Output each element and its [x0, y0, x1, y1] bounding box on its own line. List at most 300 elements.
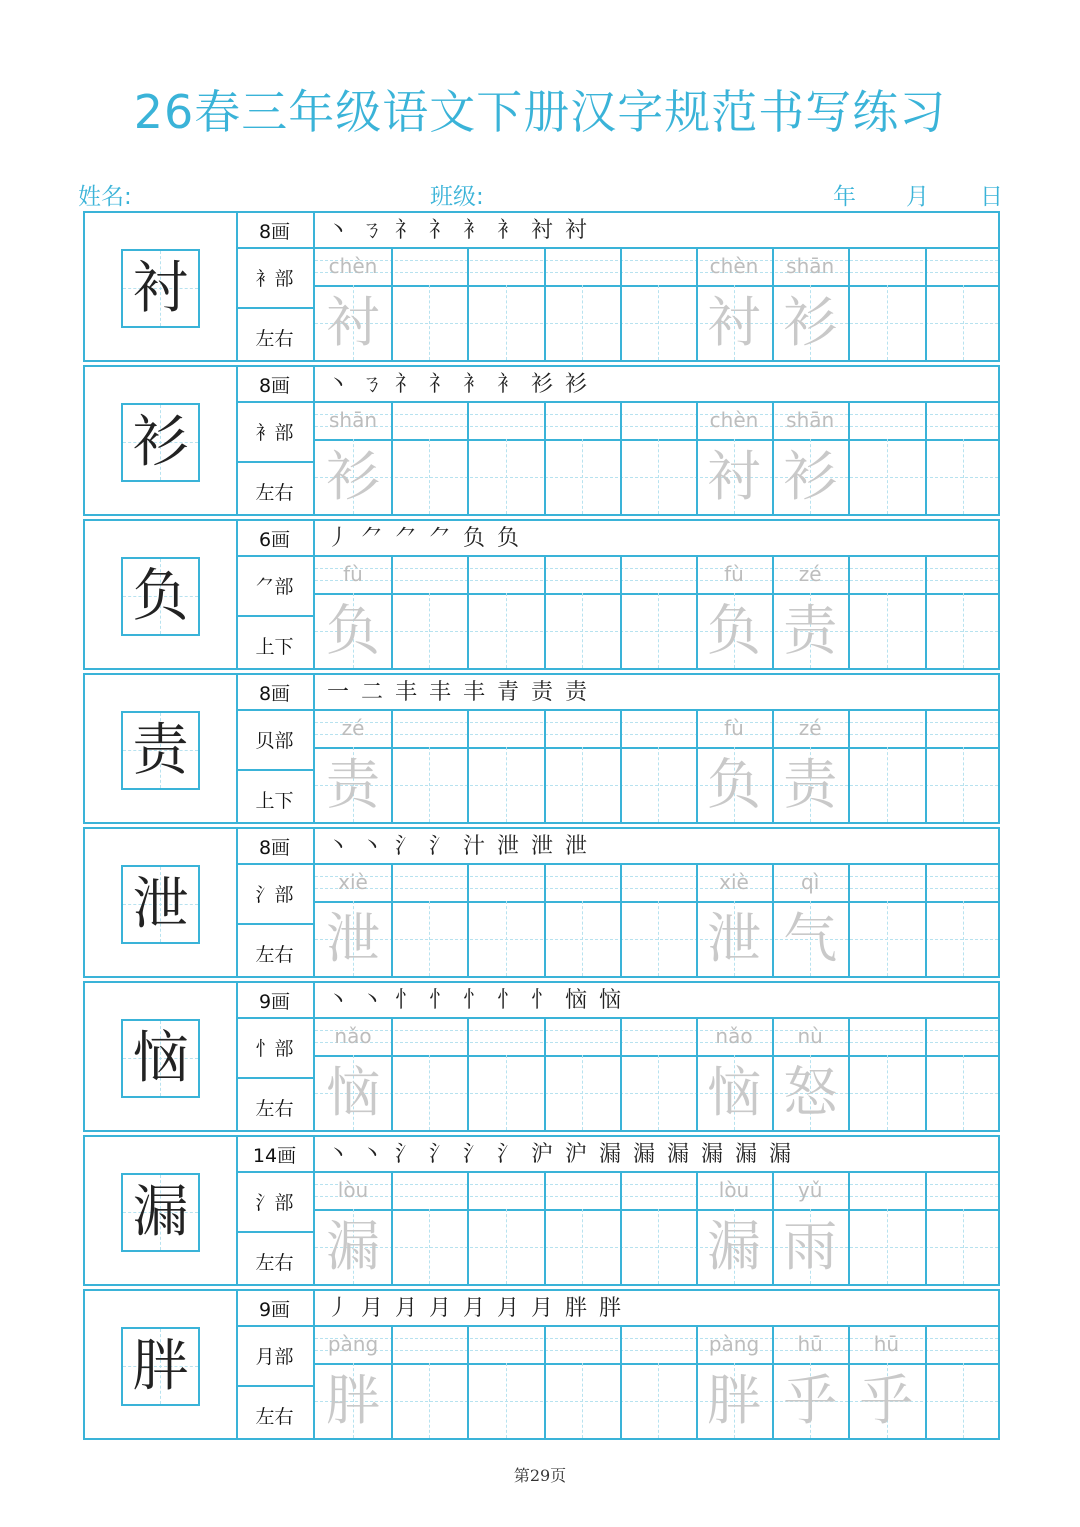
main-char-box [121, 557, 200, 636]
trace-char: 气 [783, 907, 838, 970]
main-char-box [121, 1173, 200, 1252]
stroke-step: 泄 [530, 834, 553, 859]
stroke-order [321, 1141, 797, 1169]
guide-line [963, 285, 964, 360]
grid-line [620, 1017, 622, 1130]
grid-line [848, 863, 850, 976]
guide-line [429, 1055, 430, 1130]
char-info [236, 1137, 315, 1284]
grid-line [467, 1325, 469, 1438]
pinyin: pàng [708, 1332, 760, 1356]
stroke-step: 月 [428, 1296, 451, 1321]
guide-line [658, 747, 659, 822]
structure: 上下 [255, 790, 294, 812]
stroke-step: 衤 [496, 372, 519, 397]
stroke-step: ⺈ [360, 526, 383, 551]
main-char-box [121, 865, 200, 944]
trace-char: 雨 [783, 1215, 838, 1278]
stroke-step: 月 [394, 1296, 417, 1321]
trace-char: 胖 [326, 1369, 380, 1432]
trace-char: 责 [326, 753, 380, 816]
trace-char: 责 [783, 753, 838, 816]
guide-line [506, 285, 507, 360]
grid-line [391, 1325, 393, 1438]
grid-line [315, 631, 998, 632]
stroke-step: 礻 [428, 218, 451, 243]
guide-line [963, 1363, 964, 1438]
grid-line [315, 260, 998, 261]
stroke-step: 礻 [394, 372, 417, 397]
grid-line [467, 709, 469, 822]
grid-line [315, 1093, 998, 1094]
stroke-step: 丶 [326, 1142, 349, 1167]
main-char: 胖 [132, 1334, 189, 1399]
grid-line [848, 555, 850, 668]
grid-line [925, 401, 927, 514]
main-char-cell [85, 1291, 238, 1438]
pinyin: shān [328, 408, 378, 432]
pinyin: zé [798, 562, 822, 586]
pinyin: chèn [328, 254, 378, 278]
stroke-step: 月 [462, 1296, 485, 1321]
guide-line [582, 1363, 583, 1438]
char-row [83, 365, 1000, 516]
name-label: 姓名: [78, 184, 132, 210]
grid-line [467, 401, 469, 514]
stroke-step: 沪 [530, 1142, 553, 1167]
main-char: 负 [132, 564, 189, 629]
stroke-step: 漏 [598, 1142, 621, 1167]
pinyin: zé [798, 716, 822, 740]
divider [236, 615, 313, 617]
stroke-step: 丶 [360, 1142, 383, 1167]
stroke-step: 月 [530, 1296, 553, 1321]
stroke-step: 忄 [428, 988, 451, 1013]
divider [236, 1231, 313, 1233]
trace-char: 负 [707, 753, 761, 816]
pinyin: lòu [337, 1178, 369, 1202]
radical: ⺈部 [255, 576, 294, 598]
main-char: 泄 [132, 872, 189, 937]
stroke-step: 负 [496, 526, 519, 551]
stroke-step: 漏 [734, 1142, 757, 1167]
grid-line [391, 1171, 393, 1284]
grid-line [315, 247, 998, 249]
guide-line [506, 1363, 507, 1438]
main-char-box [121, 249, 200, 328]
stroke-step: 丶 [360, 988, 383, 1013]
stroke-step: 氵 [394, 1142, 417, 1167]
stroke-step: 漏 [632, 1142, 655, 1167]
divider [236, 923, 313, 925]
guide-line [506, 593, 507, 668]
main-char: 衫 [132, 410, 189, 475]
grid-line [544, 709, 546, 822]
grid-line [315, 785, 998, 786]
structure: 左右 [255, 1406, 294, 1428]
grid-line [620, 555, 622, 668]
guide-line [582, 901, 583, 976]
guide-line [887, 1209, 888, 1284]
char-info [236, 829, 315, 976]
grid-line [620, 401, 622, 514]
stroke-step: 礻 [394, 218, 417, 243]
stroke-step: 丿 [326, 1296, 349, 1321]
stroke-step: 衤 [462, 372, 485, 397]
grid-line [467, 555, 469, 668]
stroke-step: 一 [326, 680, 349, 705]
stroke-count: 14画 [252, 1145, 297, 1167]
char-row [83, 981, 1000, 1132]
structure: 左右 [255, 1252, 294, 1274]
grid-line [315, 722, 998, 723]
grid-line [925, 247, 927, 360]
radical: 贝部 [255, 730, 294, 752]
main-char-box [121, 711, 200, 790]
main-char-cell [85, 829, 238, 976]
stroke-step: 青 [496, 680, 519, 705]
radical: 忄部 [255, 1038, 294, 1060]
grid-line [315, 1247, 998, 1248]
trace-char: 恼 [326, 1061, 380, 1124]
stroke-count: 9画 [258, 1299, 291, 1321]
grid-line [467, 1017, 469, 1130]
grid-line [620, 1171, 622, 1284]
guide-line [658, 901, 659, 976]
char-row [83, 211, 1000, 362]
grid-line [391, 863, 393, 976]
structure: 上下 [255, 636, 294, 658]
main-char-cell [85, 983, 238, 1130]
grid-line [391, 1017, 393, 1130]
stroke-step: 氵 [394, 834, 417, 859]
guide-line [506, 439, 507, 514]
stroke-step: 忄 [496, 988, 519, 1013]
stroke-step: 礻 [428, 372, 451, 397]
grid-line [315, 272, 998, 273]
grid-line [925, 1171, 927, 1284]
grid-line [391, 555, 393, 668]
guide-line [506, 1055, 507, 1130]
guide-line [963, 439, 964, 514]
char-row [83, 1289, 1000, 1440]
practice-area [315, 1137, 998, 1284]
stroke-step: 丿 [326, 526, 349, 551]
guide-line [506, 747, 507, 822]
stroke-step: 丶 [326, 218, 349, 243]
guide-line [887, 285, 888, 360]
guide-line [887, 747, 888, 822]
stroke-step: 忄 [394, 988, 417, 1013]
stroke-step: 丶 [326, 372, 349, 397]
grid-line [848, 401, 850, 514]
guide-line [582, 1209, 583, 1284]
trace-char: 乎 [859, 1369, 914, 1432]
stroke-step: 泄 [564, 834, 587, 859]
stroke-step: 衫 [564, 372, 587, 397]
guide-line [963, 1055, 964, 1130]
guide-line [429, 593, 430, 668]
practice-grid [83, 211, 1000, 1443]
grid-line [315, 401, 998, 403]
char-row [83, 1135, 1000, 1286]
grid-line [315, 901, 998, 903]
pinyin: chèn [709, 254, 759, 278]
grid-line [315, 1196, 998, 1197]
char-row [83, 827, 1000, 978]
grid-line [315, 1030, 998, 1031]
grid-line [467, 247, 469, 360]
main-char-cell [85, 1137, 238, 1284]
guide-line [429, 901, 430, 976]
divider [236, 1017, 313, 1019]
guide-line [963, 747, 964, 822]
char-info [236, 521, 315, 668]
trace-char: 衫 [326, 445, 380, 508]
grid-line [467, 863, 469, 976]
stroke-step: 胖 [564, 1296, 587, 1321]
grid-line [467, 1171, 469, 1284]
guide-line [582, 747, 583, 822]
radical: 月部 [255, 1346, 294, 1368]
grid-line [315, 477, 998, 478]
page-number: 第29页 [513, 1466, 567, 1485]
guide-line [887, 1055, 888, 1130]
guide-line [658, 593, 659, 668]
stroke-step: 氵 [462, 1142, 485, 1167]
grid-line [315, 414, 998, 415]
trace-char: 责 [783, 599, 838, 662]
grid-line [925, 1325, 927, 1438]
stroke-step: 胖 [598, 1296, 621, 1321]
guide-line [658, 1363, 659, 1438]
stroke-step: 忄 [530, 988, 553, 1013]
stroke-step: 泄 [496, 834, 519, 859]
structure: 左右 [255, 1098, 294, 1120]
guide-line [429, 1209, 430, 1284]
guide-line [887, 593, 888, 668]
stroke-step: 忄 [462, 988, 485, 1013]
class-label: 班级: [430, 184, 484, 210]
pinyin: nù [797, 1024, 823, 1048]
trace-char: 漏 [326, 1215, 380, 1278]
grid-line [315, 1017, 998, 1019]
main-char-cell [85, 675, 238, 822]
stroke-step: 沪 [564, 1142, 587, 1167]
guide-line [658, 1209, 659, 1284]
guide-line [582, 439, 583, 514]
stroke-step: 氵 [496, 1142, 519, 1167]
guide-line [429, 439, 430, 514]
stroke-count: 6画 [258, 529, 291, 551]
guide-line [658, 1055, 659, 1130]
grid-line [315, 1209, 998, 1211]
pinyin: shān [786, 254, 835, 278]
pinyin: pàng [327, 1332, 379, 1356]
stroke-step: 责 [564, 680, 587, 705]
trace-char: 胖 [707, 1369, 761, 1432]
practice-area [315, 1291, 998, 1438]
main-char: 恼 [132, 1026, 189, 1091]
trace-char: 衬 [326, 291, 380, 354]
divider [236, 1077, 313, 1079]
stroke-count: 8画 [258, 683, 291, 705]
char-info [236, 213, 315, 360]
grid-line [925, 863, 927, 976]
guide-line [429, 747, 430, 822]
stroke-order [321, 833, 593, 861]
stroke-step: 衤 [462, 218, 485, 243]
grid-line [315, 580, 998, 581]
grid-line [925, 1017, 927, 1130]
grid-line [620, 709, 622, 822]
main-char-cell [85, 213, 238, 360]
stroke-step: 氵 [428, 834, 451, 859]
stroke-step: 衬 [530, 218, 553, 243]
grid-line [848, 709, 850, 822]
trace-char: 负 [707, 599, 761, 662]
pinyin: xiè [719, 870, 749, 894]
char-row [83, 673, 1000, 824]
guide-line [658, 439, 659, 514]
grid-line [315, 888, 998, 889]
grid-line [315, 555, 998, 557]
divider [236, 769, 313, 771]
divider [236, 709, 313, 711]
divider [236, 247, 313, 249]
trace-char: 衫 [783, 291, 838, 354]
grid-line [315, 709, 998, 711]
grid-line [315, 593, 998, 595]
pinyin: fù [343, 562, 363, 586]
guide-line [963, 1209, 964, 1284]
stroke-order [321, 525, 525, 553]
stroke-step: 恼 [564, 988, 587, 1013]
divider [236, 1385, 313, 1387]
grid-line [620, 863, 622, 976]
practice-area [315, 521, 998, 668]
stroke-step: 丰 [462, 680, 485, 705]
stroke-step: 丰 [394, 680, 417, 705]
grid-line [391, 247, 393, 360]
main-char: 衬 [132, 256, 189, 321]
year-label: 年 [833, 184, 856, 210]
stroke-step: 丶 [360, 834, 383, 859]
stroke-count: 8画 [258, 221, 291, 243]
stroke-step: 衬 [564, 218, 587, 243]
grid-line [391, 709, 393, 822]
radical: 氵部 [255, 884, 294, 906]
stroke-step: 漏 [666, 1142, 689, 1167]
main-char: 漏 [132, 1180, 189, 1245]
day-label: 日 [980, 184, 1003, 210]
grid-line [544, 1017, 546, 1130]
guide-line [963, 901, 964, 976]
main-char-box [121, 403, 200, 482]
month-label: 月 [906, 184, 929, 210]
stroke-count: 9画 [258, 991, 291, 1013]
grid-line [315, 939, 998, 940]
grid-line [315, 1055, 998, 1057]
pinyin: fù [724, 716, 744, 740]
stroke-step: 漏 [700, 1142, 723, 1167]
grid-line [315, 876, 998, 877]
char-info [236, 367, 315, 514]
char-info [236, 675, 315, 822]
trace-char: 乎 [783, 1369, 838, 1432]
stroke-step: 恼 [598, 988, 621, 1013]
trace-char: 泄 [707, 907, 761, 970]
main-char-box [121, 1327, 200, 1406]
stroke-step: 月 [496, 1296, 519, 1321]
structure: 左右 [255, 328, 294, 350]
trace-char: 恼 [707, 1061, 761, 1124]
grid-line [315, 1171, 998, 1173]
trace-char: 负 [326, 599, 380, 662]
grid-line [315, 863, 998, 865]
main-char-box [121, 1019, 200, 1098]
practice-area [315, 213, 998, 360]
char-info [236, 983, 315, 1130]
grid-line [544, 247, 546, 360]
trace-char: 衬 [707, 445, 761, 508]
divider [236, 461, 313, 463]
pinyin: nǎo [715, 1024, 753, 1048]
guide-line [658, 285, 659, 360]
divider [236, 863, 313, 865]
radical: 衤部 [255, 268, 294, 290]
grid-line [848, 247, 850, 360]
grid-line [315, 1042, 998, 1043]
stroke-count: 8画 [258, 837, 291, 859]
pinyin: shān [786, 408, 835, 432]
stroke-step: 漏 [768, 1142, 791, 1167]
grid-line [315, 568, 998, 569]
practice-area [315, 367, 998, 514]
grid-line [315, 1184, 998, 1185]
divider [236, 307, 313, 309]
stroke-step: ⺈ [394, 526, 417, 551]
guide-line [506, 901, 507, 976]
page-title: 26春三年级语文下册汉字规范书写练习 [133, 85, 947, 139]
divider [236, 401, 313, 403]
divider [236, 1171, 313, 1173]
guide-line [582, 1055, 583, 1130]
pinyin: lòu [718, 1178, 750, 1202]
structure: 左右 [255, 944, 294, 966]
guide-line [429, 285, 430, 360]
stroke-order [321, 217, 593, 245]
divider [236, 1325, 313, 1327]
pinyin: chèn [709, 408, 759, 432]
grid-line [315, 323, 998, 324]
pinyin: qì [801, 870, 820, 894]
trace-char: 泄 [326, 907, 380, 970]
grid-line [848, 1017, 850, 1130]
stroke-order [321, 987, 627, 1015]
grid-line [315, 439, 998, 441]
grid-line [315, 734, 998, 735]
practice-area [315, 675, 998, 822]
grid-line [315, 285, 998, 287]
guide-line [887, 439, 888, 514]
stroke-step: 负 [462, 526, 485, 551]
grid-line [544, 555, 546, 668]
stroke-step: 丰 [428, 680, 451, 705]
grid-line [544, 401, 546, 514]
practice-area [315, 983, 998, 1130]
grid-line [620, 1325, 622, 1438]
